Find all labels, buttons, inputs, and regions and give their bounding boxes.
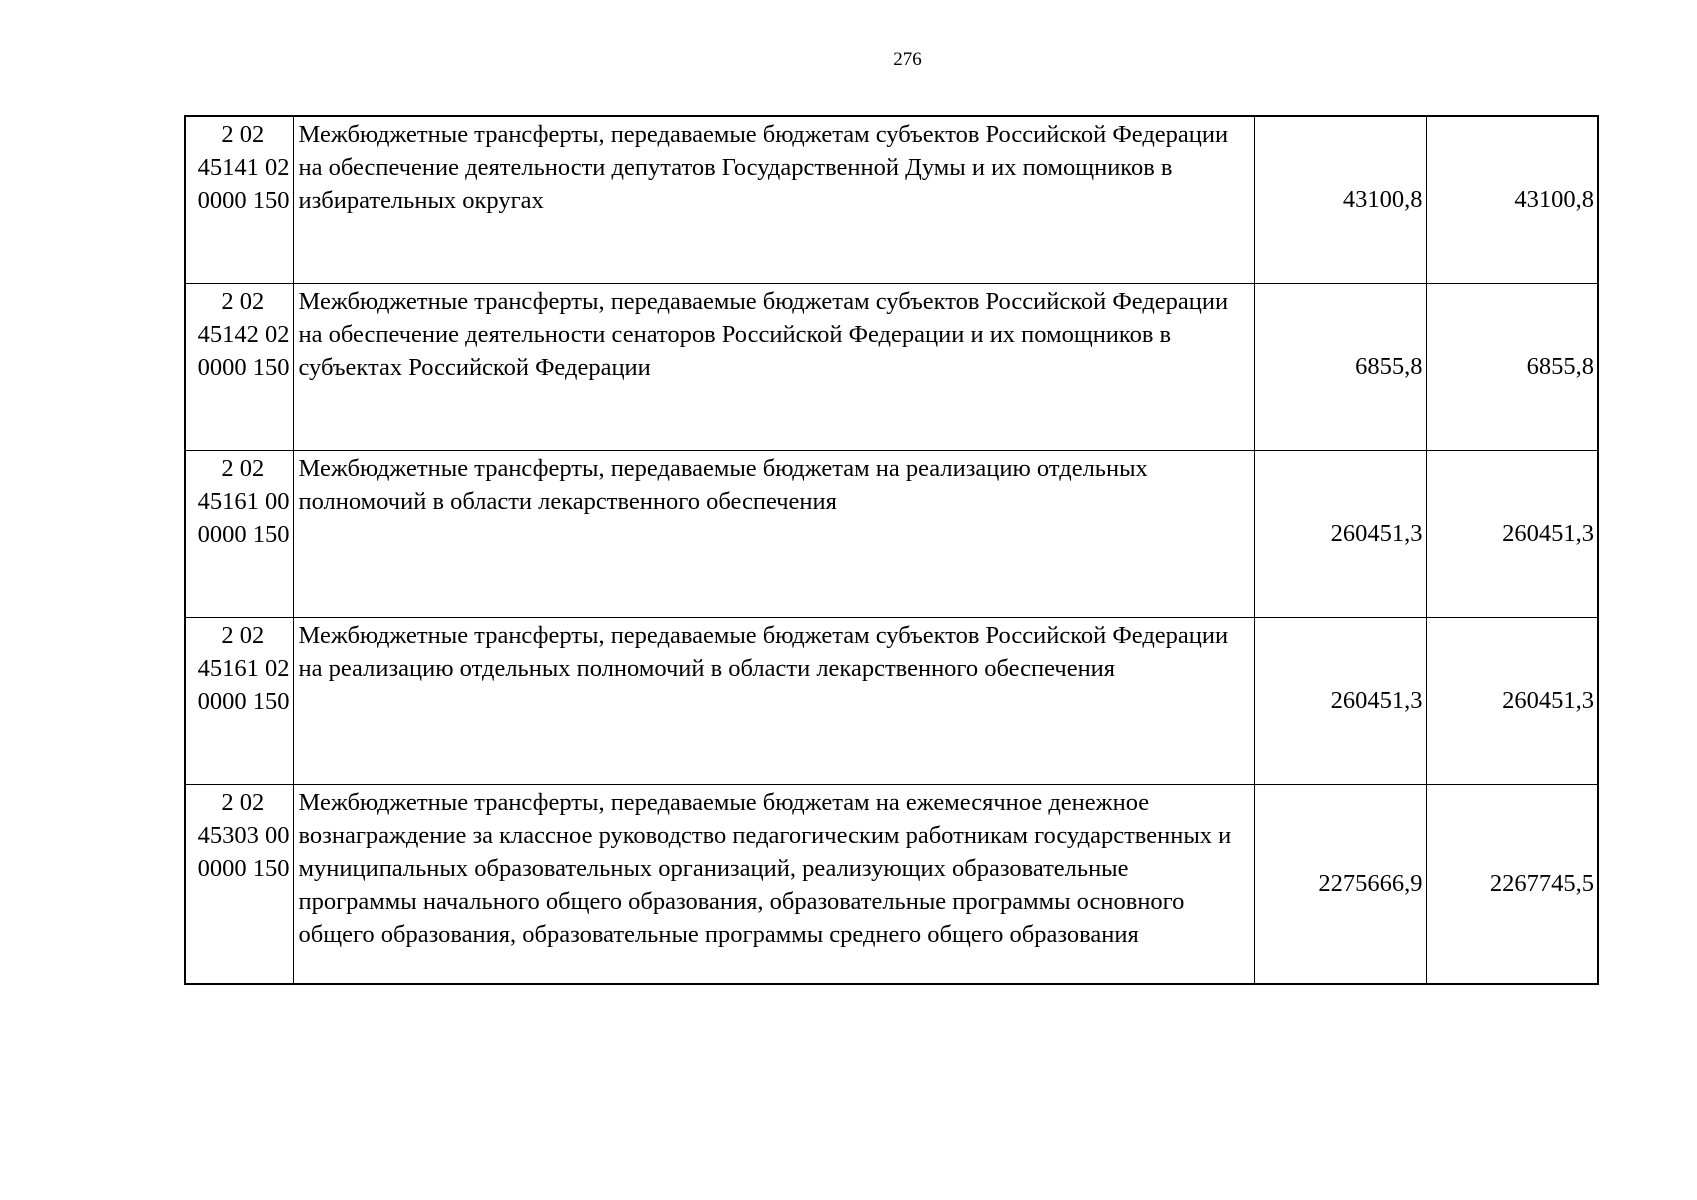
value-cell-1: 43100,8 xyxy=(1254,116,1426,283)
code-line: 45303 00 xyxy=(197,821,290,849)
code-line: 45141 02 xyxy=(197,154,290,181)
code-line: 2 02 xyxy=(221,121,265,148)
value-cell-2: 6855,8 xyxy=(1426,283,1598,450)
table-row xyxy=(185,617,1598,784)
code-cell xyxy=(185,784,293,984)
code-line: 0000 150 xyxy=(197,520,290,548)
description-cell: Межбюджетные трансферты, передаваемые бюджетам на ежемесячное денежное вознаграждение за классное руководство педагогическим работникам государственных и муниципальных образовательных организаций, реализующих образовательные программы начального общего образования, образовательные программы основного общего образования, образовательные программы среднего общего образования xyxy=(293,784,1254,984)
code-line: 45161 00 xyxy=(197,487,290,515)
value-cell-2: 2267745,5 xyxy=(1426,784,1598,984)
code-line: 2 02 xyxy=(221,788,265,816)
value-cell-1: 260451,3 xyxy=(1254,617,1426,784)
value-cell-2: 43100,8 xyxy=(1426,116,1598,283)
code-line: 2 02 xyxy=(221,454,265,482)
description-cell: Межбюджетные трансферты, передаваемые бюджетам субъектов Российской Федерации на реализацию отдельных полномочий в области лекарственного обеспечения xyxy=(293,617,1254,784)
code-line: 0000 150 xyxy=(197,687,290,715)
value-cell-1: 260451,3 xyxy=(1254,450,1426,617)
code-line: 0000 150 xyxy=(197,353,290,381)
description-cell: Межбюджетные трансферты, передаваемые бюджетам на реализацию отдельных полномочий в области лекарственного обеспечения xyxy=(293,450,1254,617)
code-cell xyxy=(185,450,293,617)
table-row xyxy=(185,283,1598,450)
code-line: 2 02 xyxy=(221,287,265,315)
table-row xyxy=(185,784,1598,984)
table-row xyxy=(185,116,1598,283)
code-line: 0000 150 xyxy=(197,187,290,214)
description-cell: Межбюджетные трансферты, передаваемые бюджетам субъектов Российской Федерации на обеспечение деятельности депутатов Государственной Думы и их помощников в избирательных округах xyxy=(293,116,1254,283)
value-cell-1: 6855,8 xyxy=(1254,283,1426,450)
code-line: 0000 150 xyxy=(197,854,290,882)
budget-table xyxy=(184,115,1599,985)
code-cell xyxy=(185,116,293,283)
code-cell xyxy=(185,283,293,450)
table-row xyxy=(185,450,1598,617)
value-cell-2: 260451,3 xyxy=(1426,450,1598,617)
page-number: 276 xyxy=(893,49,922,70)
code-line: 45161 02 xyxy=(197,654,290,682)
description-cell: Межбюджетные трансферты, передаваемые бюджетам субъектов Российской Федерации на обеспечение деятельности сенаторов Российской Федерации и их помощников в субъектах Российской Федерации xyxy=(293,283,1254,450)
value-cell-2: 260451,3 xyxy=(1426,617,1598,784)
code-line: 45142 02 xyxy=(197,320,290,348)
value-cell-1: 2275666,9 xyxy=(1254,784,1426,984)
code-line: 2 02 xyxy=(221,621,265,649)
code-cell xyxy=(185,617,293,784)
